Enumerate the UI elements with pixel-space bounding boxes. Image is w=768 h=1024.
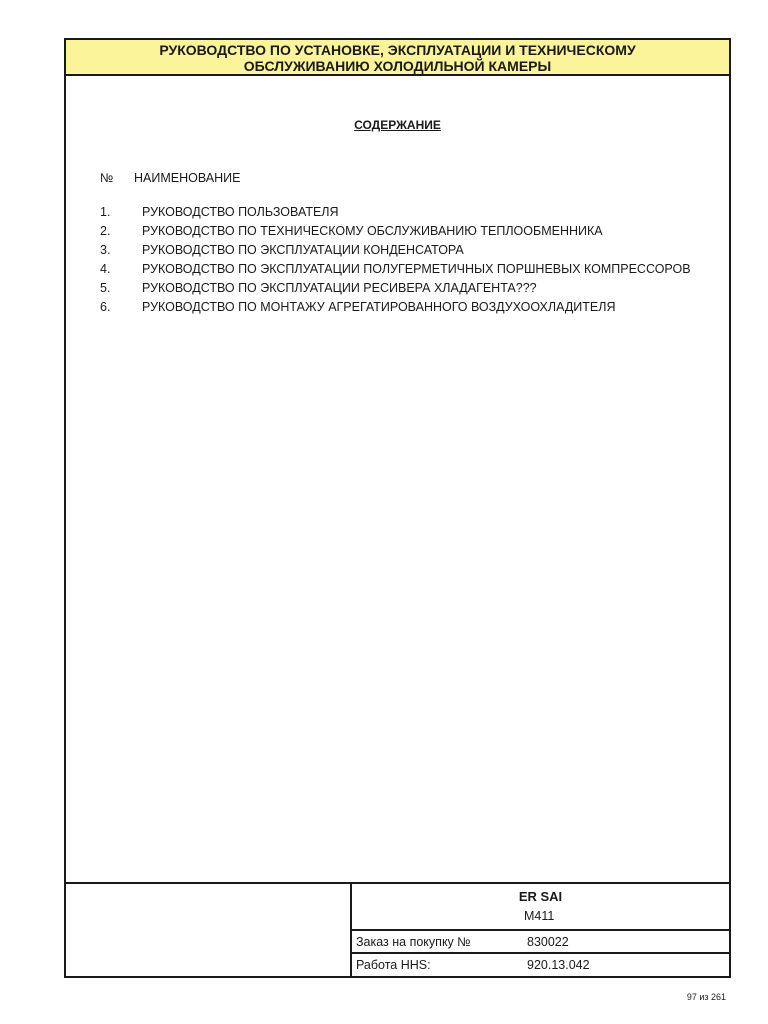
title-block-info <box>352 884 729 976</box>
toc-item <box>100 205 710 220</box>
toc-item-number: 1. <box>100 205 111 219</box>
toc-item-number: 2. <box>100 224 111 238</box>
toc-item-text: РУКОВОДСТВО ПО ЭКСПЛУАТАЦИИ ПОЛУГЕРМЕТИЧНЫХ ПОРШНЕВЫХ КОМПРЕССОРОВ <box>142 262 691 276</box>
toc-item-number: 6. <box>100 300 111 314</box>
header-title-line-1: РУКОВОДСТВО ПО УСТАНОВКЕ, ЭКСПЛУАТАЦИИ И ТЕХНИЧЕСКОМУ <box>159 42 636 58</box>
document-header <box>66 40 729 76</box>
toc-item <box>100 224 710 239</box>
toc-column-number: № <box>100 171 114 185</box>
toc-list <box>100 205 710 319</box>
header-title-line-2: ОБСЛУЖИВАНИЮ ХОЛОДИЛЬНОЙ КАМЕРЫ <box>243 58 552 74</box>
company-name: ER SAI <box>518 889 563 904</box>
toc-item-number: 4. <box>100 262 111 276</box>
toc-item-text: РУКОВОДСТВО ПО ЭКСПЛУАТАЦИИ КОНДЕНСАТОРА <box>142 243 464 257</box>
toc-item-text: РУКОВОДСТВО ПО ЭКСПЛУАТАЦИИ РЕСИВЕРА ХЛАДАГЕНТА??? <box>142 281 537 295</box>
toc-item <box>100 262 710 277</box>
document-frame <box>64 38 731 978</box>
toc-item-text: РУКОВОДСТВО ПО МОНТАЖУ АГРЕГАТИРОВАННОГО ВОЗДУХООХЛАДИТЕЛЯ <box>142 300 616 314</box>
toc-column-name: НАИМЕНОВАНИЕ <box>134 171 241 185</box>
toc-title: СОДЕРЖАНИЕ <box>354 118 441 132</box>
model-code: M411 <box>524 909 555 923</box>
title-block-company-cell <box>352 884 729 931</box>
toc-item <box>100 243 710 258</box>
job-label: Работа HHS: <box>356 958 431 972</box>
order-value: 830022 <box>527 935 569 949</box>
toc-item-number: 5. <box>100 281 111 295</box>
toc-column-headers <box>100 171 240 185</box>
order-label: Заказ на покупку № <box>356 935 471 949</box>
title-block <box>66 882 729 976</box>
order-row <box>352 931 729 954</box>
toc-item-text: РУКОВОДСТВО ПО ТЕХНИЧЕСКОМУ ОБСЛУЖИВАНИЮ ТЕПЛООБМЕННИКА <box>142 224 603 238</box>
toc-item <box>100 281 710 296</box>
toc-item-number: 3. <box>100 243 111 257</box>
job-row <box>352 954 729 975</box>
page-number: 97 из 261 <box>686 992 726 1002</box>
job-value: 920.13.042 <box>527 958 590 972</box>
title-block-empty-cell <box>66 884 352 976</box>
toc-item <box>100 300 710 315</box>
toc-item-text: РУКОВОДСТВО ПОЛЬЗОВАТЕЛЯ <box>142 205 339 219</box>
